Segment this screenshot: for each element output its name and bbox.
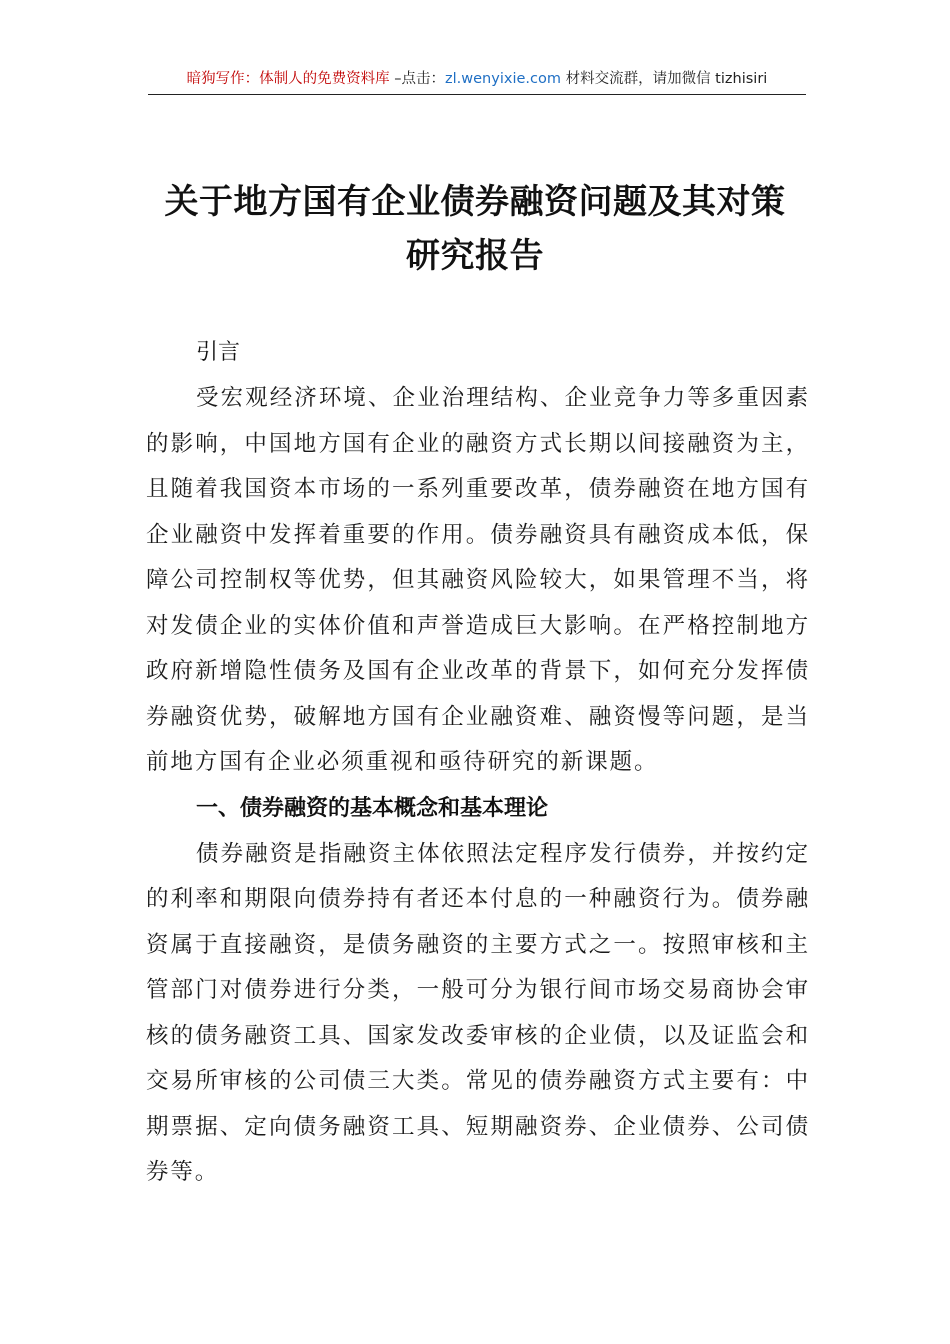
header-wechat-note: 材料交流群，请加微信 tizhisiri xyxy=(560,71,768,87)
intro-paragraph: 受宏观经济环境、企业治理结构、企业竞争力等多重因素的影响，中国地方国有企业的融资方式长期以间接融资为主，且随着我国资本市场的一系列重要改革，债券融资在地方国有企业融资中发挥着重要的作用。债券融资具有融资成本低，保障公司控制权等优势，但其融资风险较大，如果管理不当，将对发债企业的实体价值和声誉造成巨大影响。在严格控制地方政府新增隐性债务及国有企业改革的背景下，如何充分发挥债券融资优势，破解地方国有企业融资难、融资慢等问题，是当前地方国有企业必须重视和亟待研究的新课题。 xyxy=(146,385,810,775)
header-site-link[interactable]: zl.wenyixie.com xyxy=(445,71,561,87)
header-site-name: 暗狗写作：体制人的免费资料库 xyxy=(186,71,390,87)
document-title-line-1: 关于地方国有企业债券融资问题及其对策 xyxy=(164,182,786,222)
document-body xyxy=(146,330,810,1196)
section-1-paragraph: 债券融资是指融资主体依照法定程序发行债券，并按约定的利率和期限向债券持有者还本付息的一种融资行为。债券融资属于直接融资，是债务融资的主要方式之一。按照审核和主管部门对债券进行分类，一般可分为银行间市场交易商协会审核的债务融资工具、国家发改委审核的企业债，以及证监会和交易所审核的公司债三大类。常见的债券融资方式主要有：中期票据、定向债务融资工具、短期融资券、企业债券、公司债券等。 xyxy=(146,840,810,1185)
header-click-prompt: –点击： xyxy=(389,71,446,87)
intro-heading: 引言 xyxy=(196,340,241,365)
section-1-heading: 一、债券融资的基本概念和基本理论 xyxy=(196,795,549,821)
document-title-line-2: 研究报告 xyxy=(406,236,544,276)
page-header xyxy=(148,64,806,95)
